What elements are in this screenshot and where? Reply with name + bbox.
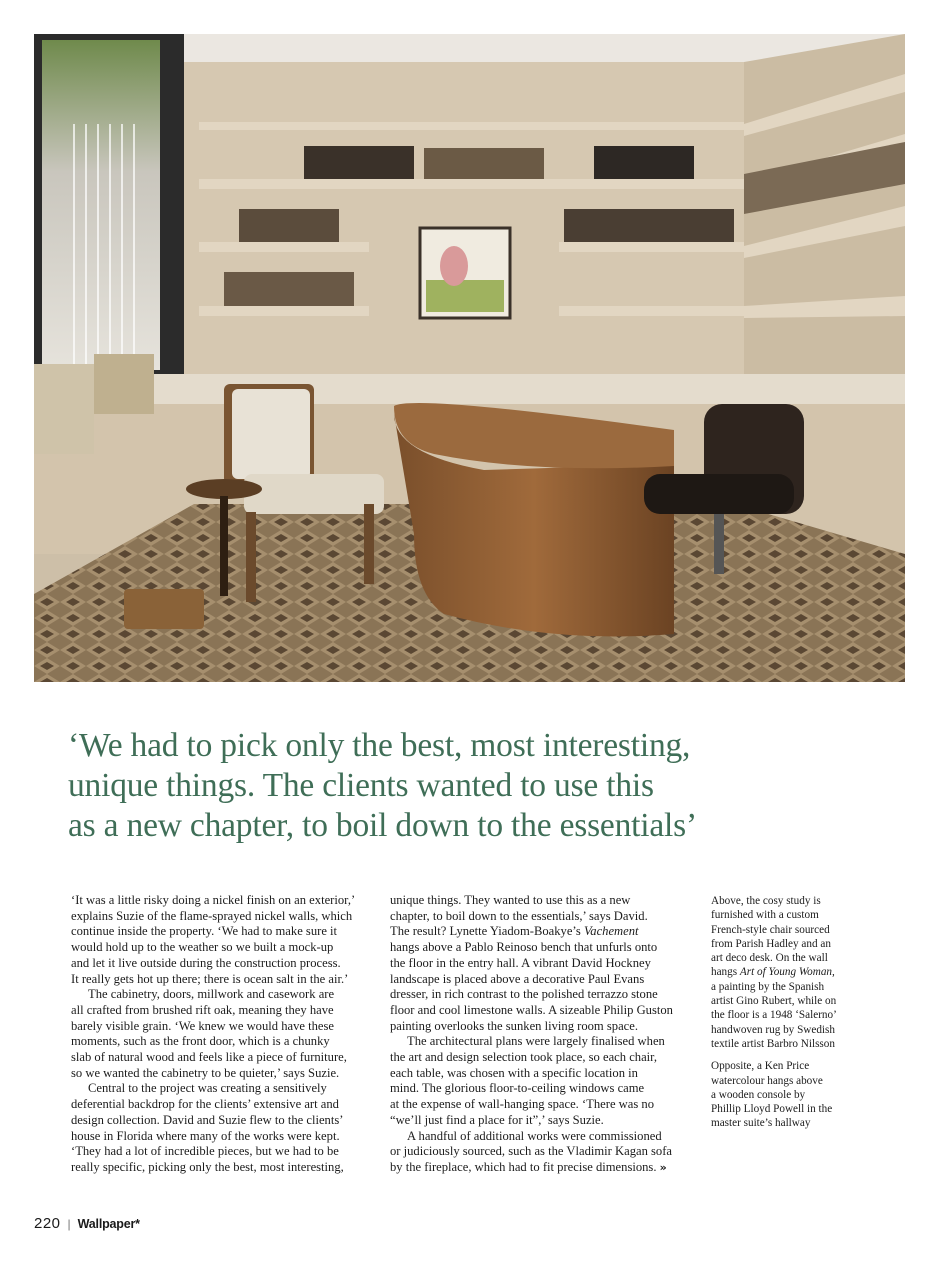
pull-quote	[68, 726, 788, 846]
artwork-title: Art of Young Woman,	[739, 966, 835, 979]
text-line: ‘They had a lot of incredible pieces, but we had to be	[71, 1144, 339, 1159]
paragraph	[71, 987, 371, 1081]
text-line: the floor in the entry hall. A vibrant David Hockney	[390, 955, 651, 970]
text-line: “we’ll just find a place for it”,’ says Suzie.	[390, 1112, 604, 1127]
text-line: design collection. David and Suzie flew to the clients’	[71, 1112, 344, 1127]
caption-above	[711, 894, 871, 1051]
caption-line: Phillip Lloyd Powell in the	[711, 1103, 833, 1116]
text-line: so we wanted the cabinetry to be quieter,’ says Suzie.	[71, 1065, 340, 1080]
text-line	[390, 1160, 690, 1176]
text-run: by the fireplace, which had to fit precise dimensions.	[390, 1159, 657, 1174]
text-line: really specific, picking only the best, most interesting,	[71, 1159, 344, 1174]
text-line: landscape is placed above a decorative Paul Evans	[390, 971, 645, 986]
text-line: at the expense of wall-hanging space. ‘There was no	[390, 1097, 655, 1112]
text-line: It really gets hot up there; there is ocean salt in the air.’	[71, 971, 349, 986]
text-line: slab of natural wood and feels like a piece of furniture,	[71, 1050, 347, 1065]
artwork-title: Vachement	[583, 924, 639, 939]
caption-line: Opposite, a Ken Price	[711, 1060, 810, 1073]
caption-line: art deco desk. On the wall	[711, 952, 828, 965]
text-line: floor and cool limestone walls. A sizeable Philip Guston	[390, 1002, 673, 1017]
text-line: mind. The glorious floor-to-ceiling windows came	[390, 1081, 645, 1096]
body-column-2	[390, 893, 690, 1176]
text-line: Central to the project was creating a sensitively	[88, 1081, 327, 1096]
caption-spacer	[711, 1051, 871, 1059]
caption-line: furnished with a custom	[711, 909, 819, 922]
text-line: ‘It was a little risky doing a nickel finish on an exterior,’	[71, 893, 356, 907]
paragraph	[390, 1129, 690, 1176]
paragraph	[71, 1081, 371, 1175]
caption-line: textile artist Barbro Nilsson	[711, 1037, 835, 1050]
text-run: hangs	[711, 966, 740, 979]
text-line: all crafted from brushed rift oak, meaning they have	[71, 1002, 334, 1017]
magazine-name: Wallpaper*	[77, 1217, 140, 1231]
text-line: and let it live outside during the construction process.	[71, 955, 341, 970]
caption-line: the floor is a 1948 ‘Salerno’	[711, 1009, 837, 1022]
caption-line: from Parish Hadley and an	[711, 937, 831, 950]
caption-opposite	[711, 1059, 871, 1130]
text-line: dresser, in rich contrast to the polished terrazzo stone	[390, 987, 658, 1002]
text-line: painting overlooks the sunken living room space.	[390, 1018, 638, 1033]
text-line: The architectural plans were largely finalised when	[407, 1034, 665, 1049]
text-run: The result? Lynette Yiadom-Boakye’s	[390, 924, 584, 939]
text-line: each table, was chosen with a specific location in	[390, 1065, 638, 1080]
text-line: explains Suzie of the flame-sprayed nickel walls, which	[71, 908, 353, 923]
text-line: continue inside the property. ‘We had to make sure it	[71, 924, 338, 939]
page-folio	[34, 1215, 140, 1232]
caption-line: handwoven rug by Swedish	[711, 1023, 835, 1036]
text-line: chapter, to boil down to the essentials,’ says David.	[390, 908, 648, 923]
text-line: house in Florida where many of the works were kept.	[71, 1128, 340, 1143]
paragraph	[390, 1034, 690, 1128]
feature-photo	[34, 34, 905, 682]
caption-line: artist Gino Rubert, while on	[711, 995, 837, 1008]
text-line: the art and design selection took place, so each chair,	[390, 1050, 658, 1065]
paragraph	[390, 893, 690, 1034]
study-illustration	[34, 34, 905, 682]
pull-quote-line: ‘We had to pick only the best, most interesting,	[68, 727, 691, 764]
page-number: 220	[34, 1215, 61, 1232]
text-line: A handful of additional works were commissioned	[407, 1128, 662, 1143]
text-line: deferential backdrop for the clients’ extensive art and	[71, 1097, 339, 1112]
paragraph	[71, 893, 371, 987]
photo-captions	[711, 894, 871, 1131]
text-line	[390, 924, 690, 940]
pull-quote-line: as a new chapter, to boil down to the essentials’	[68, 807, 697, 844]
text-line: hangs above a Pablo Reinoso bench that unfurls onto	[390, 940, 658, 955]
caption-line: a wooden console by	[711, 1088, 806, 1101]
folio-separator: |	[67, 1217, 71, 1231]
caption-line: a painting by the Spanish	[711, 980, 825, 993]
caption-line: Above, the cosy study is	[711, 895, 821, 907]
caption-line	[711, 965, 871, 979]
end-of-article-icon: »	[659, 1160, 667, 1174]
body-column-1	[71, 893, 371, 1176]
text-line: moments, such as the front door, which is a chunky	[71, 1034, 330, 1049]
caption-line: master suite’s hallway	[711, 1117, 811, 1130]
text-line: The cabinetry, doors, millwork and casework are	[88, 987, 335, 1002]
caption-line: watercolour hangs above	[711, 1074, 823, 1087]
caption-line: French-style chair sourced	[711, 923, 830, 936]
pull-quote-line: unique things. The clients wanted to use this	[68, 767, 654, 804]
text-line: or judiciously sourced, such as the Vladimir Kagan sofa	[390, 1144, 673, 1159]
text-line: would hold up to the weather so we built a mock-up	[71, 940, 334, 955]
text-line: barely visible grain. ‘We knew we would have these	[71, 1018, 335, 1033]
text-line: unique things. They wanted to use this as a new	[390, 893, 631, 907]
